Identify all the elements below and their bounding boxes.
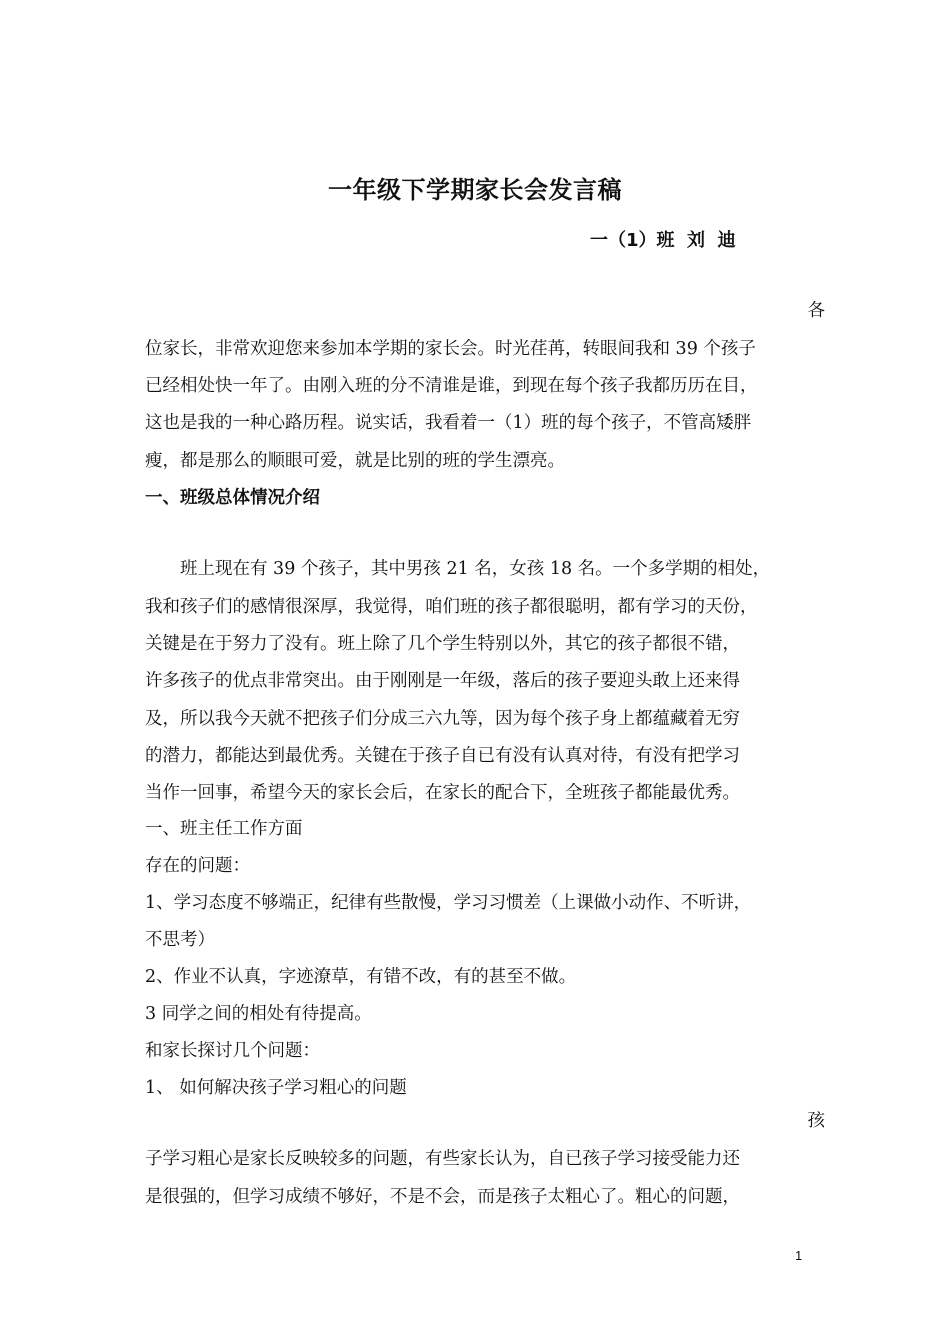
paragraph-line: 关键是在于努力了没有。班上除了几个学生特别以外，其它的孩子都很不错， xyxy=(145,634,740,654)
list-item-continuation: 不思考） xyxy=(145,930,215,950)
paragraph-line: 许多孩子的优点非常突出。由于刚刚是一年级，落后的孩子要迎头敢上还来得 xyxy=(145,671,740,691)
paragraph-line: 班上现在有 39 个孩子，其中男孩 21 名，女孩 18 名。一个多学期的相处， xyxy=(180,559,771,579)
paragraph-line: 当作一回事，希望今天的家长会后，在家长的配合下，全班孩子都能最优秀。 xyxy=(145,783,740,803)
paragraph-line: 孩 xyxy=(807,1111,825,1131)
paragraph-line: 这也是我的一种心路历程。说实话，我看着一（1）班的每个孩子，不管高矮胖 xyxy=(145,413,752,433)
paragraph-line: 的潜力，都能达到最优秀。关键在于孩子自已有没有认真对待，有没有把学习 xyxy=(145,746,740,766)
paragraph-line: 子学习粗心是家长反映较多的问题，有些家长认为，自已孩子学习接受能力还 xyxy=(145,1149,740,1169)
list-item: 1、 如何解决孩子学习粗心的问题 xyxy=(145,1078,407,1098)
paragraph-line: 我和孩子们的感情很深厚，我觉得，咱们班的孩子都很聪明，都有学习的天份， xyxy=(145,597,758,617)
section-heading: 一、班级总体情况介绍 xyxy=(145,488,320,508)
paragraph-line: 已经相处快一年了。由刚入班的分不清谁是谁，到现在每个孩子我都历历在目， xyxy=(145,376,758,396)
paragraph-line: 位家长，非常欢迎您来参加本学期的家长会。时光荏苒，转眼间我和 39 个孩子 xyxy=(145,339,756,359)
paragraph-line: 和家长探讨几个问题： xyxy=(145,1041,320,1061)
paragraph-line: 瘦，都是那么的顺眼可爱，就是比别的班的学生漂亮。 xyxy=(145,451,565,471)
list-item: 2、作业不认真，字迹潦草，有错不改，有的甚至不做。 xyxy=(145,967,577,987)
author-line: 一（1）班 刘 迪 xyxy=(590,230,736,251)
list-item: 1、学习态度不够端正，纪律有些散慢，学习习惯差（上课做小动作、不听讲， xyxy=(145,893,752,913)
document-title: 一年级下学期家长会发言稿 xyxy=(328,176,622,204)
paragraph-line: 是很强的，但学习成绩不够好，不是不会，而是孩子太粗心了。粗心的问题， xyxy=(145,1187,740,1207)
list-item: 3 同学之间的相处有待提高。 xyxy=(145,1004,372,1024)
paragraph-line: 各 xyxy=(807,301,825,321)
paragraph-line: 存在的问题： xyxy=(145,856,250,876)
page-number: 1 xyxy=(795,1248,803,1263)
section-heading-plain: 一、班主任工作方面 xyxy=(145,819,303,839)
paragraph-line: 及，所以我今天就不把孩子们分成三六九等，因为每个孩子身上都蕴藏着无穷 xyxy=(145,709,740,729)
